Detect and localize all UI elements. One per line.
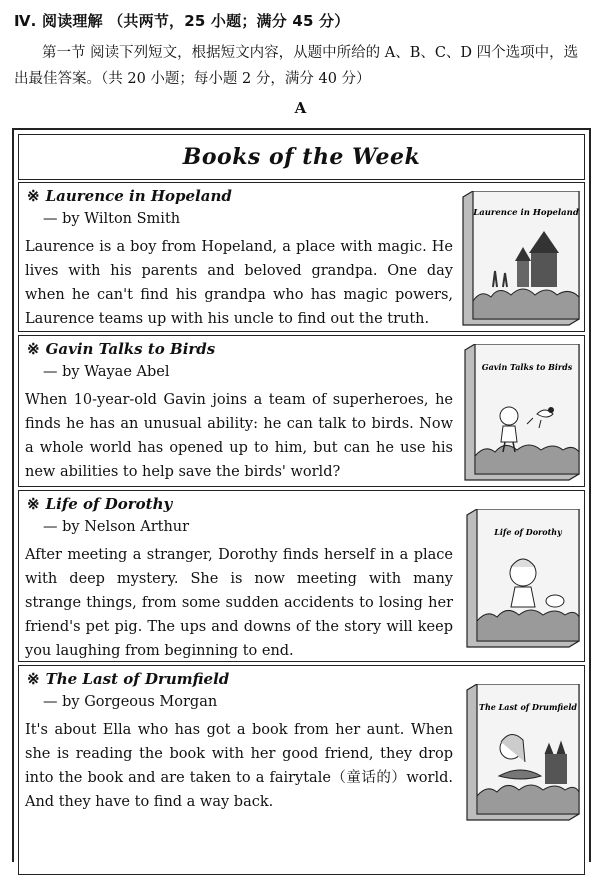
- flying-girl-icon: [461, 684, 581, 822]
- instruction-text: 第一节 阅读下列短文，根据短文内容，从题中所给的 A、B、C、D 四个选项中，选出最佳答案。（共 20 小题；每小题 2 分，满分 40 分）: [14, 45, 579, 87]
- book-description: After meeting a stranger, Dorothy finds herself in a place with deep mystery. She is now meeting with many strange things, from some sudden accidents to losing her friend's pet pig. The ups and downs of the story will keep you laughing from beginning to end.: [25, 547, 453, 659]
- book-author: — by Wilton Smith: [43, 211, 181, 227]
- cover-title: Life of Dorothy: [494, 527, 562, 537]
- bullet-mark: ※: [27, 495, 40, 513]
- book-author: — by Gorgeous Morgan: [43, 694, 218, 710]
- girl-and-pig-icon: [461, 509, 581, 649]
- book-author: — by Wayae Abel: [43, 364, 170, 380]
- poster-title: Books of the Week: [182, 144, 421, 170]
- book-title-text: Laurence in Hopeland: [45, 187, 232, 205]
- book-description: When 10-year-old Gavin joins a team of superheroes, he finds he has an unusual ability: he can talk to birds. Now a whole world has opened up to him, but can he use his new abilities to help save the birds' world?: [25, 392, 453, 480]
- book-title: [27, 495, 172, 513]
- cover-title: Gavin Talks to Birds: [481, 362, 573, 372]
- part-label: A: [294, 99, 307, 117]
- cover-title: Laurence in Hopeland: [473, 208, 579, 218]
- book-panel: [18, 490, 585, 662]
- book-description: It's about Ella who has got a book from her aunt. When she is reading the book with her good friend, they drop into the book and are taken to a fairytale（童话的）world. And they have to find a way back.: [25, 722, 453, 810]
- bullet-mark: ※: [27, 340, 40, 358]
- book-author: — by Nelson Arthur: [43, 519, 190, 535]
- book-title: [27, 670, 229, 688]
- book-title-text: Gavin Talks to Birds: [45, 340, 216, 358]
- book-cover: [459, 344, 581, 482]
- section-heading: Ⅳ. 阅读理解 （共两节，25 小题；满分 45 分）: [14, 12, 350, 30]
- book-cover: [457, 191, 581, 327]
- book-panel: [18, 665, 585, 875]
- poster: [12, 128, 591, 862]
- book-panel: [18, 335, 585, 487]
- book-title-text: The Last of Drumfield: [45, 670, 230, 688]
- boy-and-bird-icon: [459, 344, 581, 482]
- section-instruction: [14, 40, 589, 92]
- bullet-mark: ※: [27, 187, 40, 205]
- book-title-text: Life of Dorothy: [45, 495, 173, 513]
- book-title: [27, 340, 215, 358]
- book-cover: [461, 509, 581, 649]
- bullet-mark: ※: [27, 670, 40, 688]
- book-description: Laurence is a boy from Hopeland, a place with magic. He lives with his parents and beloved grandpa. One day when he can't find his grandpa who has magic powers, Laurence teams up with his uncle to find out the truth.: [25, 239, 453, 327]
- poster-title-box: [18, 134, 585, 180]
- cover-title: The Last of Drumfield: [479, 702, 577, 712]
- castle-icon: [457, 191, 581, 327]
- book-panel: [18, 182, 585, 332]
- book-cover: [461, 684, 581, 822]
- book-title: [27, 187, 232, 205]
